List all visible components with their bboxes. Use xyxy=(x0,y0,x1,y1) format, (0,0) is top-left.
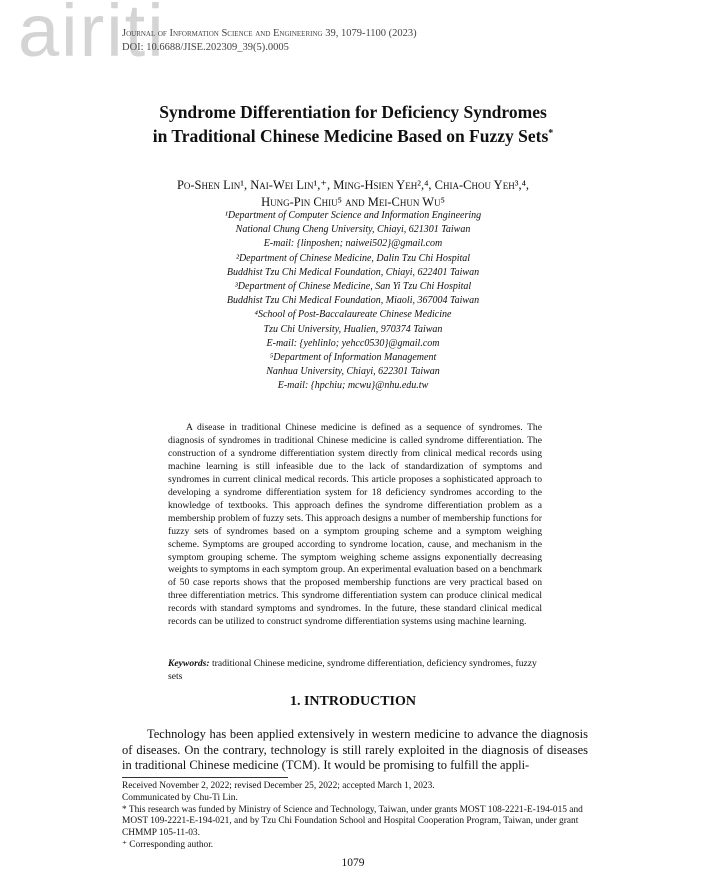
affiliation-email: E-mail: {hpchiu; mcwu}@nhu.edu.tw xyxy=(277,380,429,392)
affiliation-line: Buddhist Tzu Chi Medical Foundation, Chiayi, 622401 Taiwan xyxy=(226,266,480,278)
doi: DOI: 10.6688/JISE.202309_39(5).0005 xyxy=(122,42,289,53)
affiliation-line: Buddhist Tzu Chi Medical Foundation, Miaoli, 367004 Taiwan xyxy=(226,295,480,307)
affiliation-email: E-mail: {linposhen; naiwei502}@gmail.com xyxy=(263,238,443,250)
affiliation-line: ¹Department of Computer Science and Information Engineering xyxy=(224,210,482,221)
footnote-divider xyxy=(122,777,288,778)
keywords-label: Keywords: xyxy=(168,658,210,669)
section-heading: 1. INTRODUCTION xyxy=(289,694,416,709)
paper-title xyxy=(100,100,606,148)
page-number: 1079 xyxy=(341,857,365,869)
airiti-watermark: airiti xyxy=(18,0,166,72)
affiliation-line: National Chung Cheng University, Chiayi, 621301 Taiwan xyxy=(235,224,471,236)
intro-paragraph: Technology has been applied extensively in western medicine to advance the diagnosis of diseases. On the contrary, technology is still rarely exploited in the diagnosis of diseases in traditional Chinese medicine (TCM). It would be promising to fulfill the appli- xyxy=(122,727,588,772)
author-list xyxy=(100,177,606,211)
journal-citation: Journal of Information Science and Engineering 39, 1079-1100 (2023) xyxy=(122,28,417,39)
title-line-2: in Traditional Chinese Medicine Based on Fuzzy Sets xyxy=(152,126,549,146)
affiliation-line: Nanhua University, Chiayi, 622301 Taiwan xyxy=(266,366,440,378)
affiliation-line: ⁴School of Post-Baccalaureate Chinese Medicine xyxy=(254,309,452,321)
affiliation-email: E-mail: {yehlinlo; yehcc0530}@gmail.com xyxy=(266,337,440,349)
funding-note: * This research was funded by Ministry of Science and Technology, Taiwan, under grants MOST 108-2221-E-194-015 and MOST 109-2221-E-194-021, and by Tzu Chi Foundation School and Hospital Cooperation Program, Taiwan, under grant CHMMP 105-11-03. xyxy=(122,804,583,839)
title-line-1: Syndrome Differentiation for Deficiency Syndromes xyxy=(159,102,547,122)
keywords xyxy=(168,657,542,683)
title-footnote-mark: * xyxy=(548,128,554,139)
received-dates: Received November 2, 2022; revised December 25, 2022; accepted March 1, 2023. xyxy=(122,781,435,791)
abstract: A disease in traditional Chinese medicine is defined as a sequence of syndromes. The diagnosis of syndromes in traditional Chinese medicine is called syndrome differentiation. The construction of a syndrome differentiation system directly from clinical medical records using machine learning is still infeasible due to the lack of standardization of symptoms and syndromes in current clinical medical records. This article proposes a sophisticated approach to developing a syndrome differentiation system for 18 deficiency syndromes according to the knowledge of textbooks. This approach defines the syndrome differentiation problem as a membership problem of fuzzy sets. This approach designs a number of membership functions for fuzzy sets of syndromes based on a symptom grouping scheme and a symptom weighing scheme. Symptoms are grouped according to syndrome location, cause, and mechanism in the symptom grouping scheme. The symptom weighing scheme assigns exponentially decreasing weights to symptoms in each symptom group. An experimental evaluation based on a benchmark of 50 case reports shows that the proposed membership functions are very practical based on three differentiation metrics. This syndrome differentiation system can produce clinical medical records with standard symptoms and syndromes. In the future, these standard clinical medical records can be utilized to construct syndrome differentiation systems using machine learning. xyxy=(168,422,542,628)
affiliation-line: ²Department of Chinese Medicine, Dalin Tzu Chi Hospital xyxy=(235,252,471,264)
communicated-by: Communicated by Chu-Ti Lin. xyxy=(122,792,238,803)
corresponding-author-note: ⁺ Corresponding author. xyxy=(122,839,214,850)
affiliation-line: ³Department of Chinese Medicine, San Yi Tzu Chi Hospital xyxy=(234,281,472,293)
authors-line-1: Po-Shen Lin¹, Nai-Wei Lin¹,⁺, Ming-Hsien Yeh²,⁴, Chia-Chou Yeh³,⁴, xyxy=(176,178,530,192)
authors-line-2: Hung-Pin Chiu⁵ and Mei-Chun Wu⁵ xyxy=(261,195,445,209)
affiliations xyxy=(100,209,606,394)
affiliation-line: Tzu Chi University, Hualien, 970374 Taiwan xyxy=(263,323,443,335)
journal-header xyxy=(122,27,417,55)
keywords-text: traditional Chinese medicine, syndrome differentiation, deficiency syndromes, fuzzy sets xyxy=(168,658,537,682)
footnotes xyxy=(122,781,592,852)
affiliation-line: ⁵Department of Information Management xyxy=(269,352,437,364)
